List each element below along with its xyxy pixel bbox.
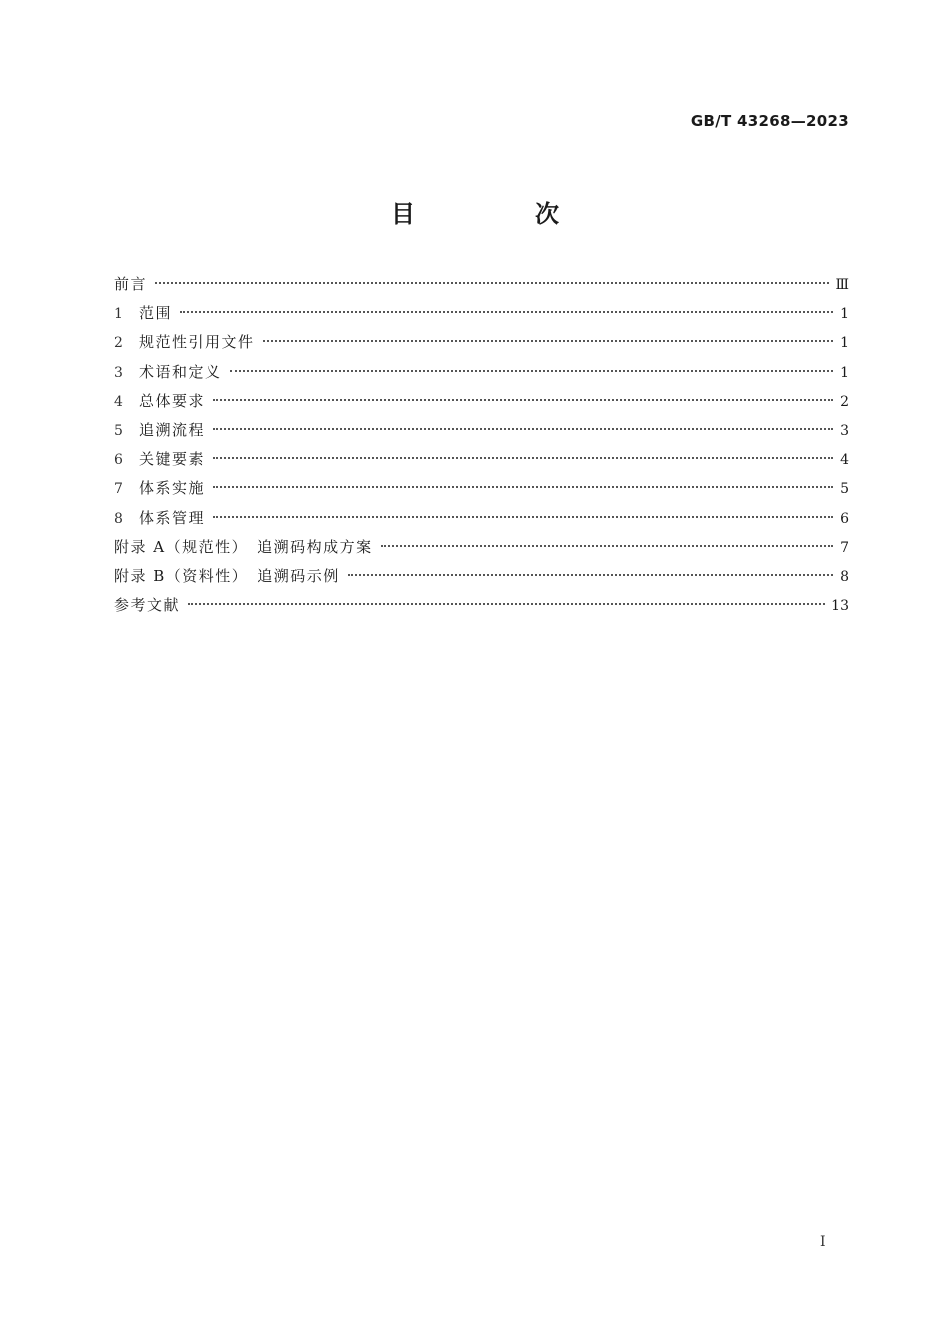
toc-entry-label: 范围 — [139, 304, 173, 323]
toc-entry-system-implementation[interactable] — [114, 474, 849, 503]
toc-leader-dots — [230, 370, 833, 372]
toc-entry-label: 附录 B（资料性） 追溯码示例 — [114, 566, 340, 585]
toc-entry-number: 2 — [114, 335, 123, 352]
toc-entry-number: 4 — [114, 393, 123, 410]
toc-entry-number: 8 — [114, 510, 123, 527]
toc-entry-page: 5 — [840, 481, 849, 498]
toc-leader-dots — [155, 282, 829, 284]
toc-entry-bibliography[interactable] — [114, 591, 849, 620]
toc-leader-dots — [213, 399, 833, 401]
toc-entry-foreword[interactable] — [114, 270, 849, 299]
toc-entry-page: 2 — [840, 393, 849, 410]
toc-entry-label: 规范性引用文件 — [139, 333, 255, 352]
toc-entry-system-management[interactable] — [114, 504, 849, 533]
toc-entry-page: 13 — [831, 598, 849, 615]
toc-entry-label: 体系管理 — [139, 508, 206, 527]
toc-entry-number: 3 — [114, 364, 123, 381]
toc-leader-dots — [180, 311, 833, 313]
toc-leader-dots — [213, 486, 833, 488]
toc-entry-label: 体系实施 — [139, 479, 206, 498]
toc-entry-label: 总体要求 — [139, 391, 206, 410]
toc-entry-label: 前言 — [114, 275, 148, 293]
toc-entry-number: 7 — [114, 481, 123, 498]
toc-leader-dots — [381, 545, 833, 547]
toc-entry-normative-references[interactable] — [114, 328, 849, 357]
toc-entry-page: 1 — [840, 364, 849, 381]
toc-leader-dots — [348, 574, 833, 576]
toc-entry-page: 3 — [840, 422, 849, 439]
toc-entry-page: Ⅲ — [835, 277, 849, 293]
toc-entry-number: 1 — [114, 306, 123, 323]
toc-entry-key-elements[interactable] — [114, 445, 849, 474]
toc-entry-general-requirements[interactable] — [114, 387, 849, 416]
toc-entry-number: 5 — [114, 422, 123, 439]
toc-entry-label: 参考文献 — [114, 596, 181, 615]
toc-entry-scope[interactable] — [114, 299, 849, 328]
toc-entry-annex-b[interactable] — [114, 562, 849, 591]
toc-leader-dots — [213, 457, 833, 459]
standard-code: GB/T 43268—2023 — [690, 112, 849, 130]
toc-entry-traceability-process[interactable] — [114, 416, 849, 445]
toc-entry-label: 附录 A（规范性） 追溯码构成方案 — [114, 537, 373, 556]
toc-entry-page: 1 — [840, 306, 849, 323]
toc-leader-dots — [213, 428, 833, 430]
toc-entry-page: 4 — [840, 452, 849, 469]
toc-entry-page: 1 — [840, 335, 849, 352]
toc-entry-page: 8 — [840, 568, 849, 585]
toc-entry-annex-a[interactable] — [114, 533, 849, 562]
toc-entry-page: 6 — [840, 510, 849, 527]
toc-entry-terms-definitions[interactable] — [114, 358, 849, 387]
toc-leader-dots — [188, 603, 825, 605]
toc-entry-label: 术语和定义 — [139, 362, 222, 381]
toc-entry-label: 关键要素 — [139, 450, 206, 469]
toc-entry-label: 追溯流程 — [139, 420, 206, 439]
toc-leader-dots — [263, 340, 833, 342]
toc-entry-number: 6 — [114, 452, 123, 469]
page-title: 目 次 — [391, 200, 607, 228]
table-of-contents — [114, 270, 849, 620]
page-number: I — [820, 1234, 826, 1250]
toc-leader-dots — [213, 516, 833, 518]
toc-entry-page: 7 — [840, 539, 849, 556]
